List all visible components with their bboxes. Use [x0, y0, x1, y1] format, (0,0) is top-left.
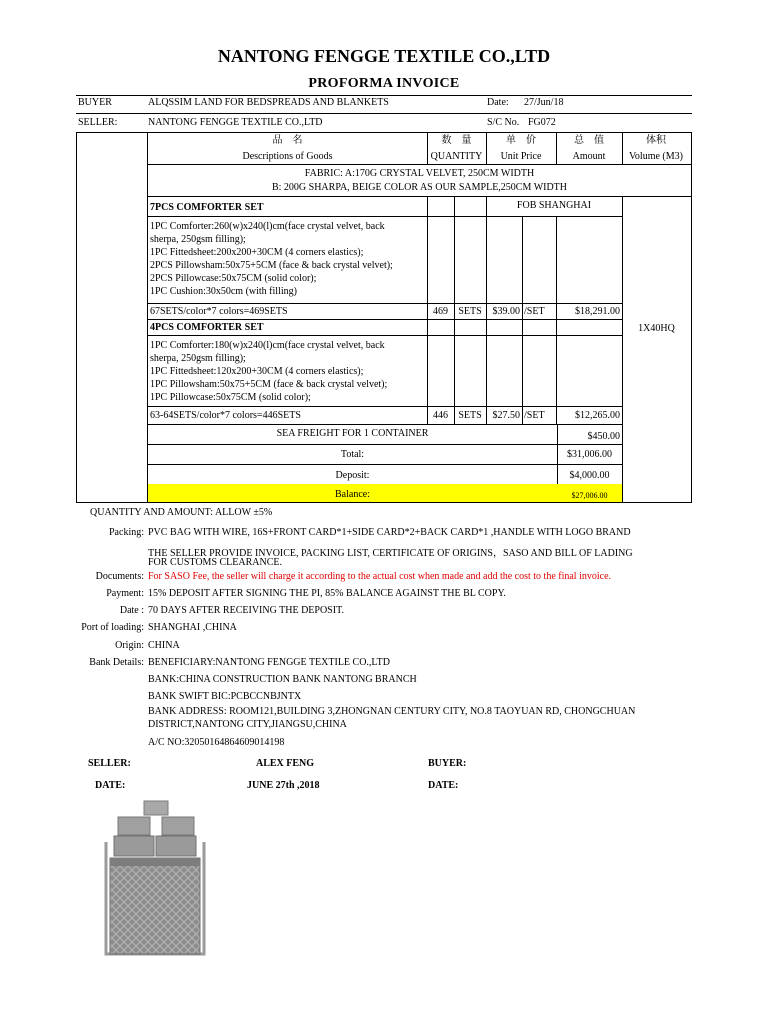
amount-header-cn: 总 值 [574, 135, 604, 146]
item-1-price: $39.00 [492, 306, 520, 317]
sc-label: S/C No. [487, 117, 520, 128]
documents-line-2: FOR CUSTOMS CLEARANCE. [148, 557, 283, 568]
port-value: SHANGHAI ,CHINA [148, 622, 237, 633]
seller-label: SELLER: [78, 117, 118, 128]
item-2-amount: $12,265.00 [575, 410, 620, 421]
payment-label: Payment: [106, 588, 144, 599]
port-label: Port of loading: [81, 622, 144, 633]
bank-label: Bank Details: [89, 657, 144, 668]
documents-label: Documents: [95, 571, 144, 582]
seller-sign-name: ALEX FENG [256, 758, 315, 769]
price-header: Unit Price [500, 151, 542, 162]
item-2-line-5: 1PC Pillowcase:50x75CM (solid color); [150, 392, 311, 403]
bank-address-2: DISTRICT,NANTONG CITY,JIANGSU,CHINA [148, 719, 347, 730]
seller-sign-label: SELLER: [88, 758, 131, 769]
sign-date-value: JUNE 27th ,2018 [247, 780, 320, 791]
fabric-line-2: B: 200G SHARPA, BEIGE COLOR AS OUR SAMPLE,250CM WIDTH [271, 182, 568, 193]
balance-value: $27,006.00 [571, 491, 608, 500]
company-name: NANTONG FENGGE TEXTILE CO.,LTD [217, 46, 551, 66]
item-2-unit: SETS [458, 410, 482, 421]
desc-header-cn: 品 名 [272, 135, 303, 146]
item-1-amount: $18,291.00 [575, 306, 620, 317]
total-label: Total: [340, 449, 365, 460]
sc-value: FG072 [528, 117, 556, 128]
price-header-cn: 单 价 [506, 135, 536, 146]
volume-header-cn: 体积 [646, 135, 666, 146]
documents-line-1: THE SELLER PROVIDE INVOICE, PACKING LIST, CERTIFICATE OF ORIGINS，SASO AND BILL OF LADING [148, 548, 633, 559]
deposit-value: $4,000.00 [569, 470, 610, 481]
bank-account: A/C NO:32050164864609014198 [148, 737, 285, 748]
item-1-unit: SETS [458, 306, 482, 317]
item-1-per: /SET [524, 306, 545, 317]
bank-name: BANK:CHINA CONSTRUCTION BANK NANTONG BRANCH [148, 674, 417, 685]
item-terms: FOB SHANGHAI [516, 200, 592, 211]
sign-date-label-right: DATE: [428, 780, 459, 791]
item-2-per: /SET [524, 410, 545, 421]
bank-swift: BANK SWIFT BIC:PCBCCNBJNTX [148, 691, 302, 702]
fabric-line-1: FABRIC: A:170G CRYSTAL VELVET, 250CM WIDTH [304, 168, 535, 179]
qty-header: QUANTITY [430, 151, 483, 162]
item-2-line-4: 1PC Pillowsham:50x75+5CM (face & back crystal velvet); [150, 379, 388, 390]
date-label: Date: [487, 97, 509, 108]
rule-mid [76, 113, 692, 114]
item-1-line-6: 1PC Cushion:30x50cm (with filling) [150, 286, 297, 297]
sign-date-label-left: DATE: [95, 780, 126, 791]
item-1-line-2: sherpa, 250gsm filling); [150, 234, 246, 245]
rule-top [76, 95, 692, 96]
item-2-qty: 446 [433, 410, 448, 421]
packing-value: PVC BAG WITH WIRE, 16S+FRONT CARD*1+SIDE CARD*2+BACK CARD*1 ,HANDLE WITH LOGO BRAND [148, 527, 631, 538]
desc-header: Descriptions of Goods [242, 151, 333, 162]
item-1-line-5: 2PCS Pillowcase:50x75CM (solid color); [150, 273, 317, 284]
origin-label: Origin: [115, 640, 144, 651]
documents-note: For SASO Fee, the seller will charge it according to the actual cost when made and add the cost to the final invoice. [148, 571, 612, 582]
seller-value: NANTONG FENGGE TEXTILE CO.,LTD [148, 117, 323, 128]
freight-label: SEA FREIGHT FOR 1 CONTAINER [276, 428, 429, 439]
freight-value: $450.00 [587, 431, 620, 442]
item-1-line-1: 1PC Comforter:260(w)x240(l)cm(face crystal velvet, back [150, 221, 385, 232]
volume-value: 1X40HQ [638, 323, 675, 334]
bank-beneficiary: BENEFICIARY:NANTONG FENGGE TEXTILE CO.,LTD [148, 657, 390, 668]
date-value: 27/Jun/18 [524, 97, 564, 108]
delivery-date-label: Date : [119, 605, 144, 616]
buyer-sign-label: BUYER: [428, 758, 467, 769]
packing-label: Packing: [109, 527, 144, 538]
origin-value: CHINA [148, 640, 180, 651]
bank-address-1: BANK ADDRESS: ROOM121,BUILDING 3,ZHONGNAN CENTURY CITY, NO.8 TAOYUAN RD, CHONGCHUAN [148, 706, 636, 717]
delivery-date-value: 70 DAYS AFTER RECEIVING THE DEPOSIT. [148, 605, 344, 616]
total-value: $31,006.00 [567, 449, 612, 460]
item-1-line-4: 2PCS Pillowsham:50x75+5CM (face & back crystal velvet); [150, 260, 393, 271]
item-2-line-2: sherpa, 250gsm filling); [150, 353, 246, 364]
item-2-title: 4PCS COMFORTER SET [150, 322, 264, 333]
document-title: PROFORMA INVOICE [308, 76, 460, 91]
buyer-label: BUYER [78, 97, 112, 108]
deposit-label: Deposit: [335, 470, 370, 481]
item-1-summary: 67SETS/color*7 colors=469SETS [150, 306, 288, 317]
volume-header: Volume (M3) [629, 151, 683, 162]
item-2-line-1: 1PC Comforter:180(w)x240(l)cm(face crystal velvet, back [150, 340, 385, 351]
product-image [96, 798, 214, 960]
item-1-line-3: 1PC Fittedsheet:200x200+30CM (4 corners elastics); [150, 247, 364, 258]
qty-header-cn: 数 量 [441, 135, 472, 146]
balance-label: Balance: [335, 489, 370, 500]
item-2-price: $27.50 [492, 410, 520, 421]
item-1-qty: 469 [433, 306, 448, 317]
allowance-note: QUANTITY AND AMOUNT: ALLOW ±5% [90, 507, 273, 518]
amount-header: Amount [572, 151, 606, 162]
payment-value: 15% DEPOSIT AFTER SIGNING THE PI, 85% BALANCE AGAINST THE BL COPY. [148, 588, 506, 599]
item-2-summary: 63-64SETS/color*7 colors=446SETS [150, 410, 301, 421]
item-2-line-3: 1PC Fittedsheet:120x200+30CM (4 corners elastics); [150, 366, 364, 377]
buyer-value: ALQSSIM LAND FOR BEDSPREADS AND BLANKETS [148, 97, 389, 108]
item-1-title: 7PCS COMFORTER SET [150, 202, 264, 213]
